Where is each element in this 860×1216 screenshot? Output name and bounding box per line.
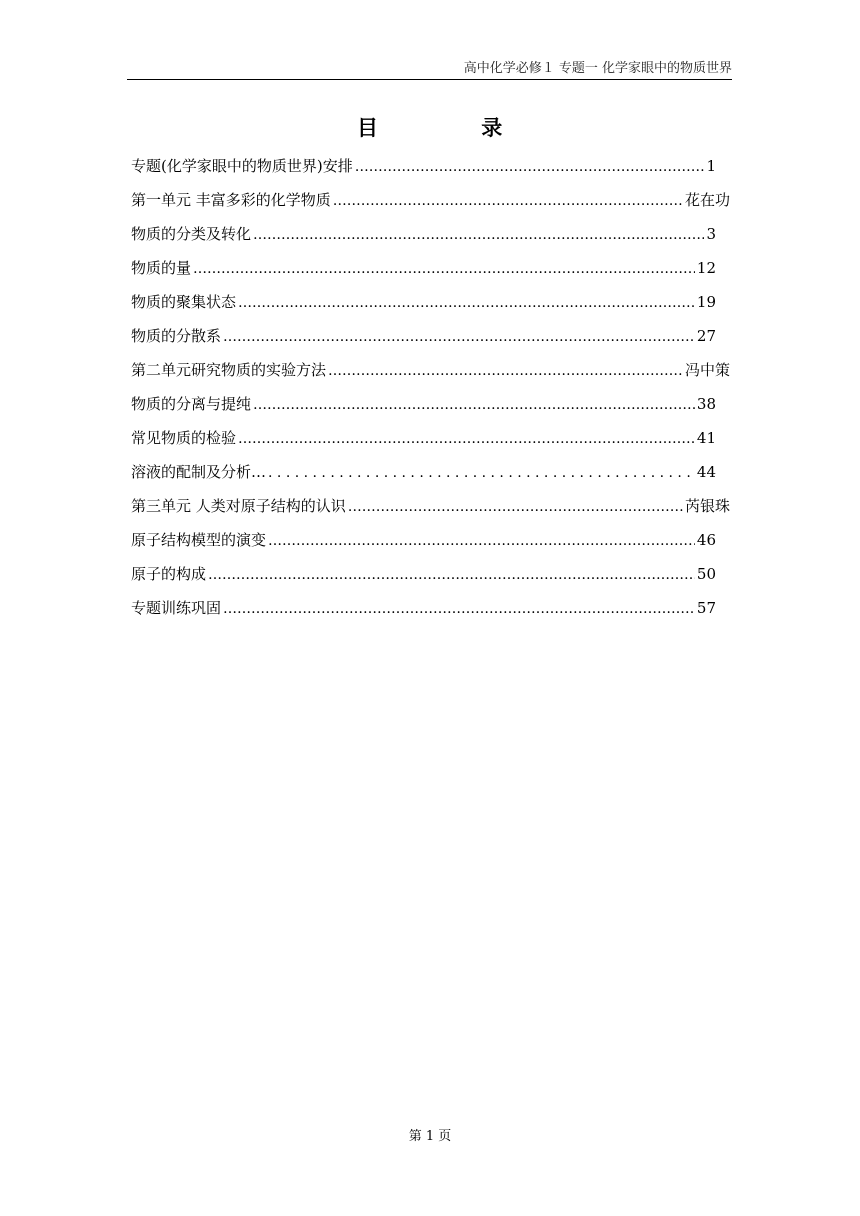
toc-entry[interactable] [131,356,730,390]
toc-entry[interactable] [131,458,716,492]
toc-entry-page: 57 [696,599,716,617]
toc-entry-page: 1 [706,157,716,175]
toc-entry[interactable] [131,594,716,628]
toc-entry-page: 41 [696,429,716,447]
dot-leader [223,323,695,351]
toc-entry-label: 物质的分散系 [131,327,222,345]
toc-entry-label: 物质的聚集状态 [131,293,237,311]
toc-entry[interactable] [131,424,716,458]
toc-entry-page: 38 [696,395,716,413]
dot-leader [238,425,695,453]
toc-entry[interactable] [131,560,716,594]
toc-entry[interactable] [131,288,716,322]
toc-entry-page: 27 [696,327,716,345]
toc-entry-label: 第三单元 人类对原子结构的认识 [131,497,346,515]
toc-entry-author: 冯中策 [684,361,730,379]
dot-leader [208,561,695,589]
toc-entry-label: 第二单元研究物质的实验方法 [131,361,327,379]
toc-entry[interactable] [131,152,716,186]
toc-entry-page: 44 [696,463,716,481]
toc-entry-label: 专题(化学家眼中的物质世界)安排 [131,157,353,175]
toc-entry-label: 物质的分类及转化 [131,225,252,243]
page-number: 第 1 页 [408,1129,452,1144]
dot-leader [348,493,683,521]
dot-leader [238,289,695,317]
dot-leader [328,357,683,385]
toc-entry-label: 专题训练巩固 [131,599,222,617]
toc-entry-label: 物质的分离与提纯 [131,395,252,413]
dot-leader [223,595,695,623]
toc-entry[interactable] [131,390,716,424]
dot-leader [193,255,695,283]
dot-leader [268,527,695,555]
toc-entry-author: 芮银珠 [684,497,730,515]
toc-entry-label: 原子结构模型的演变 [131,531,267,549]
toc-entry-label: 原子的构成 [131,565,207,583]
dot-leader [333,187,683,215]
toc-entry[interactable] [131,186,730,220]
toc-entry-page: 3 [706,225,716,243]
toc-entry[interactable] [131,322,716,356]
running-header: 高中化学必修１ 专题一 化学家眼中的物质世界 [463,61,732,76]
dot-leader [253,391,695,419]
dot-leader [253,221,704,249]
toc-entry[interactable] [131,492,730,526]
toc-entry-label: 溶液的配制及分析… [131,463,267,481]
toc-entry-label: 第一单元 丰富多彩的化学物质 [131,191,331,209]
toc-entry-page: 46 [696,531,716,549]
toc-entry[interactable] [131,526,716,560]
dot-leader [355,153,705,181]
toc-entry-page: 50 [696,565,716,583]
toc-entry-label: 常见物质的检验 [131,429,237,447]
toc-entry-page: 12 [696,259,716,277]
header-rule [127,79,732,80]
toc-entry-label: 物质的量 [131,259,192,277]
table-of-contents [131,152,730,628]
toc-entry-author: 花在功 [684,191,730,209]
toc-title: 目 录 [357,116,503,140]
toc-entry-page: 19 [696,293,716,311]
toc-entry[interactable] [131,220,716,254]
dot-leader [268,459,695,487]
toc-entry[interactable] [131,254,716,288]
